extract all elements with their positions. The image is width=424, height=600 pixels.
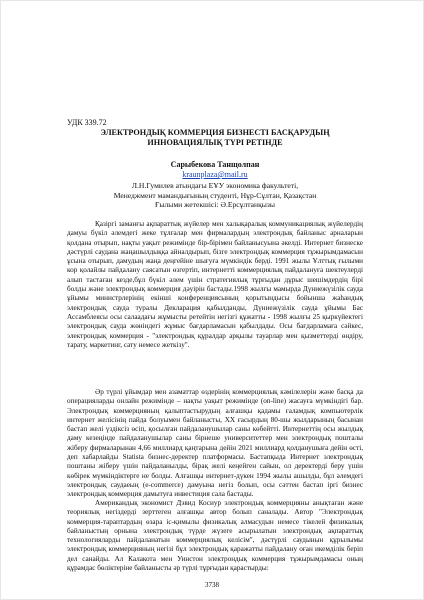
affiliation-line: Менеджмент мамандығының студенті, Нұр-Сұлтан, Қазақстан	[113, 190, 317, 200]
body-paragraph: Қазіргі заманғы ақпараттық жүйелер мен халықаралық коммуникациялық жүйелердің дамуы бүкіл әлемдегі жеке тұлғалар мен фирмалардың электрондық байланыс арналарын қолдана отырып, нақты уақыт режимінде бір-бірімен байланысуына әкелді. Интернет бизнеске дәстүрлі саудана жаңашылдыққа айналдырып, бізге электрондық коммерция тұжырымдамасын ұсына отырып, дамудың жаңа деңгейіне шығуға мүмкіндік берді. 1991 жылы Ұлттық ғылыми кор қолайлы пайдалану саясатын өзгертіп, интернетті коммерциялық пайдалануға шектеулерді алып тастаған кезде,бұл бүкіл әлем үшін стратегиялық тұрғыдан дұрыс шешімдердің бірі болды және электрондық коммерция дәуірін бастады.1998 жылғы мамырда Дүниежүзілік сауда ұйымы министрлерінің екінші конференциясының қорытындысы бойынша жаһандық электрондық сауда туралы Декларация қабылданды, Дүниежүзілік сауда ұйымы Бас Ассамблеясы осы салаадағы жұмысты ретейтін негізгі құжатты - 1998 жылғы 25 қыркүйектегі электрондық сауда жөніндегі жұмыс бағдарламасын қабылдады. Осы бағдарламаға сәйкес, электрондық коммерция - "электрондық құралдар арқылы тауарлар мен қызметтерді өндіру, тарату, маркетинг, сату немесе жеткізу".	[67, 220, 363, 349]
page-number: 3738	[205, 581, 219, 589]
title-line: ЭЛЕКТРОНДЫҚ КОММЕРЦИЯ БИЗНЕСТІ БАСҚАРУДЫҢ	[100, 128, 330, 137]
affiliation-line: Ғылыми жетекшісі: Ә.Ерсұлтанқызы	[154, 200, 275, 209]
udk-code: УДК 339.72	[67, 118, 107, 127]
affiliation-line: Л.Н.Гумилев атындағы ЕҰУ экономика факультеті,	[131, 181, 299, 190]
author-email-link[interactable]: kraunplaza@mail.ru	[182, 170, 248, 179]
body-paragraph: Американдық экономист Дэвид Косиур электрондық коммерцияны анықтаған және теориялық негіздерді зерттеген алғашқы автор болып саналады. Автор "Электрондық коммерция-тараптардың өзара іс-қимылы физикалық алмасудын немесе тікелей физикалық байланыстың орнына электрондық түрде жүзеге асырылатын электрондық ақпараттық технологияларды пайдаланатын коммерциялық келісім", дәстүрлі саудынын құрылымы электрондық коммерцияның негізі бұл электрондық қаражатты пайдалану оған икемділік беріп дел санайды. Ал Калакота мен Уинстон электрондық коммерция тұжырымдамасы оның құрамдас бөліктеріне байланысты әр түрлі тұрғыдан қарастырды:	[67, 499, 363, 573]
affiliation	[67, 181, 363, 210]
title-line: ИННОВАЦИЯЛЫҚ ТҮРІ РЕТІНДЕ	[147, 138, 283, 147]
author-name: Сарыбекова Танщолпан	[170, 160, 260, 169]
article-title	[67, 128, 363, 148]
body-paragraph: Әр түрлі ұйымдар мен азаматтар өздерінің коммерциялық кәмілелерін және басқа да операцияларды онлайн режимінде – нақты уақыт режимінде (on-line) жасауға мүмкіндігі бар. Электрондық коммерцияның қалыптастырудың алғашқы қадамы ғаламдық компьютерлік интернет желісінің пайда болуымен байланысты, XX ғасырдың 80-шы жылдарының басынан бастап желі үздіксіз өсіп, қосылған пайдаланушылар саны көбейтті. Интернеттің осы жылдық даму кезеңінде пайдаланушылар саны бірнеше университеттер мен электрондық пошталы жіберу фирмаларынан 4,66 миллиард қаңтарына дейін 2021 миллиард қолданушыға дейін өсті, деп хабарлайды Statista бизнес-деректер платформасы. Бастапқыда Интернет электрондық поштаны жіберу үшін пайдаланылды, бірақ желі кеңейген сайын, ол деректерді беру үшін көбірек мүмкіндіктерге не болды. Алғашқы интернет-дүкен 1994 жылы ашылды, бұл әлемдегі электрондық саудаеың (e-commerce) дамуына негіз болып, осы сәттен бастап іргі бизнес электрондық коммерция дамытуға инвестиция сала бастады.	[67, 388, 363, 499]
